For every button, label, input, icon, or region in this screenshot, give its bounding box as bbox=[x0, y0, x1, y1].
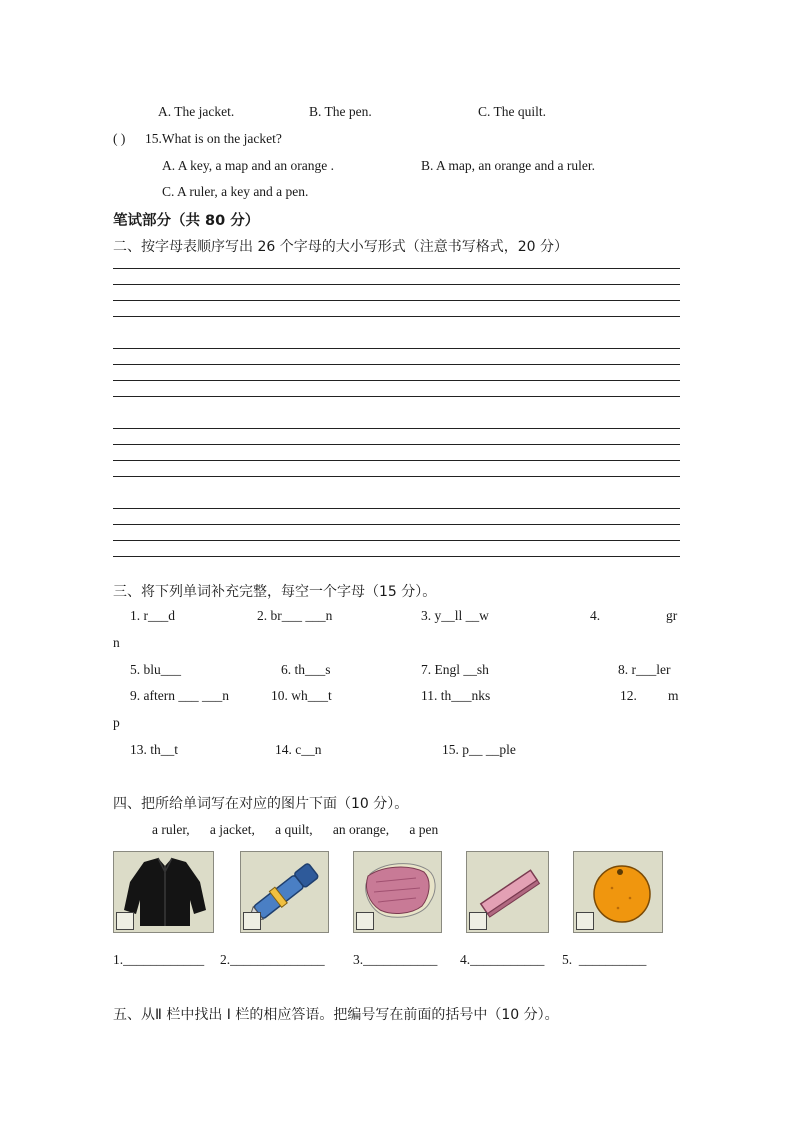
q15-option-a: A. A key, a map and an orange . bbox=[162, 158, 334, 173]
word-item: 14. c__n bbox=[275, 742, 322, 757]
orange-picture bbox=[573, 851, 663, 933]
q14-option-a: A. The jacket. bbox=[158, 104, 235, 119]
jacket-picture bbox=[113, 851, 214, 933]
checkbox-square bbox=[469, 912, 487, 930]
answer-blank-4[interactable]: 4.___________ bbox=[460, 952, 545, 967]
writing-line bbox=[113, 300, 680, 301]
writing-line bbox=[113, 540, 680, 541]
word-item-fragment: m bbox=[668, 688, 679, 703]
q15-option-c: C. A ruler, a key and a pen. bbox=[162, 184, 309, 199]
writing-line bbox=[113, 396, 680, 397]
word-item: 11. th___nks bbox=[421, 688, 491, 703]
writing-line bbox=[113, 284, 680, 285]
q15-question: 15.What is on the jacket? bbox=[145, 131, 282, 146]
word-bank: a ruler, a jacket, a quilt, an orange, a pen bbox=[152, 822, 439, 837]
answer-blank-3[interactable]: 3.___________ bbox=[353, 952, 438, 967]
answer-blank-1[interactable]: 1.____________ bbox=[113, 952, 205, 967]
word-item: 15. p__ __ple bbox=[442, 742, 516, 757]
word-item: 7. Engl __sh bbox=[421, 662, 489, 677]
writing-line bbox=[113, 316, 680, 317]
answer-blank-5[interactable]: 5. __________ bbox=[562, 952, 647, 967]
writing-line bbox=[113, 380, 680, 381]
answer-blank-2[interactable]: 2.______________ bbox=[220, 952, 325, 967]
word-item: 2. br___ ___n bbox=[257, 608, 333, 623]
q15-option-b: B. A map, an orange and a ruler. bbox=[421, 158, 595, 173]
checkbox-square bbox=[356, 912, 374, 930]
section3-title: 三、将下列单词补充完整，每空一个字母（15 分）。 bbox=[113, 584, 437, 600]
word-item-number: 4. bbox=[590, 608, 601, 623]
word-item-number: 12. bbox=[620, 688, 637, 703]
word-item: 10. wh___t bbox=[271, 688, 332, 703]
writing-line bbox=[113, 348, 680, 349]
pen-picture bbox=[240, 851, 329, 933]
section4-title: 四、把所给单词写在对应的图片下面（10 分）。 bbox=[113, 796, 409, 812]
writing-line bbox=[113, 524, 680, 525]
checkbox-square bbox=[243, 912, 261, 930]
checkbox-square bbox=[576, 912, 594, 930]
word-item: 1. r___d bbox=[130, 608, 175, 623]
word-item: 6. th___s bbox=[281, 662, 331, 677]
q14-option-c: C. The quilt. bbox=[478, 104, 547, 119]
word-item: 8. r___ler bbox=[618, 662, 671, 677]
writing-line bbox=[113, 476, 680, 477]
q14-option-b: B. The pen. bbox=[309, 104, 372, 119]
section5-title: 五、从Ⅱ 栏中找出 Ⅰ 栏的相应答语。把编号写在前面的括号中（10 分）。 bbox=[113, 1007, 559, 1023]
word-item-fragment: p bbox=[113, 715, 120, 730]
word-item: 3. y__ll __w bbox=[421, 608, 489, 623]
writing-line bbox=[113, 428, 680, 429]
quilt-picture bbox=[353, 851, 442, 933]
writing-line bbox=[113, 268, 680, 269]
word-item-fragment: n bbox=[113, 635, 120, 650]
writing-line bbox=[113, 364, 680, 365]
word-item: 9. aftern ___ ___n bbox=[130, 688, 229, 703]
word-item-fragment: gr bbox=[666, 608, 678, 623]
checkbox-square bbox=[116, 912, 134, 930]
written-part-header: 笔试部分（共 80 分） bbox=[113, 213, 260, 229]
writing-line bbox=[113, 444, 680, 445]
writing-line bbox=[113, 460, 680, 461]
word-item: 5. blu___ bbox=[130, 662, 182, 677]
ruler-picture bbox=[466, 851, 549, 933]
q15-answer-paren: ( ) bbox=[113, 131, 126, 146]
writing-line bbox=[113, 508, 680, 509]
word-item: 13. th__t bbox=[130, 742, 179, 757]
writing-line bbox=[113, 556, 680, 557]
section2-title: 二、按字母表顺序写出 26 个字母的大小写形式（注意书写格式，20 分） bbox=[113, 239, 568, 255]
